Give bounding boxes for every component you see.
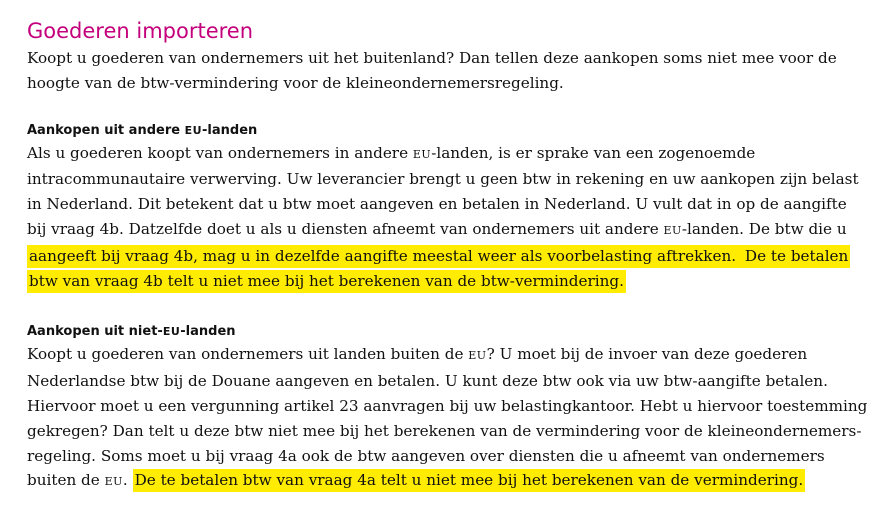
eu-line-4: bij vraag 4b. Datzelfde doet u als u diensten afneemt van ondernemers uit andere EU-landen. De btw die u — [27, 219, 847, 238]
document-page — [27, 16, 867, 495]
section-title: Goederen importeren — [27, 19, 254, 43]
eu-line-6 — [27, 269, 867, 294]
noneu-line-4: gekregen? Dan telt u deze btw niet mee bij het berekenen van de vermindering voor de kleineondernemers- — [27, 421, 862, 440]
noneu-heading: Aankopen uit niet-EU-landen — [27, 324, 236, 340]
highlight: btw van vraag 4b telt u niet mee bij het berekenen van de btw-vermindering. — [27, 270, 626, 293]
intro-line-2: hoogte van de btw-vermindering voor de kleineondernemersregeling. — [27, 73, 564, 92]
noneu-line-6: buiten de EU. De te betalen btw van vraag 4a telt u niet mee bij het berekenen van de vermindering. — [27, 468, 867, 495]
intro-paragraph — [27, 46, 867, 96]
eu-line-3: in Nederland. Dit betekent dat u btw moet aangeven en betalen in Nederland. U vult dat in op de aangifte — [27, 195, 847, 214]
eu-paragraph — [27, 141, 867, 294]
highlight: aangeeft bij vraag 4b, mag u in dezelfde aangifte meestal weer als voorbelasting aftrekken. — [27, 245, 743, 268]
eu-line-5 — [27, 244, 867, 269]
noneu-paragraph — [27, 342, 867, 495]
eu-line-1: Als u goederen koopt van ondernemers in andere EU-landen, is er sprake van een zogenoemde — [27, 143, 756, 162]
intro-line-1: Koopt u goederen van ondernemers uit het buitenland? Dan tellen deze aankopen soms niet mee voor de — [27, 49, 837, 67]
noneu-line-2: Nederlandse btw bij de Douane aangeven en betalen. U kunt deze btw ook via uw btw-aangifte betalen. — [27, 372, 828, 391]
noneu-line-3: Hiervoor moet u een vergunning artikel 23 aanvragen bij uw belastingkantoor. Hebt u hiervoor toestemming — [27, 396, 868, 415]
highlight: De te betalen — [743, 245, 850, 268]
eu-heading: Aankopen uit andere EU-landen — [27, 122, 258, 138]
noneu-line-1: Koopt u goederen van ondernemers uit landen buiten de EU? U moet bij de invoer van deze goederen — [27, 345, 808, 364]
highlight: De te betalen btw van vraag 4a telt u niet mee bij het berekenen van de vermindering. — [133, 469, 806, 492]
eu-line-2: intracommunautaire verwerving. Uw leverancier brengt u geen btw in rekening en uw aankopen zijn belast — [27, 170, 859, 189]
noneu-line-5: regeling. Soms moet u bij vraag 4a ook de btw aangeven over diensten die u afneemt van ondernemers — [27, 446, 825, 465]
